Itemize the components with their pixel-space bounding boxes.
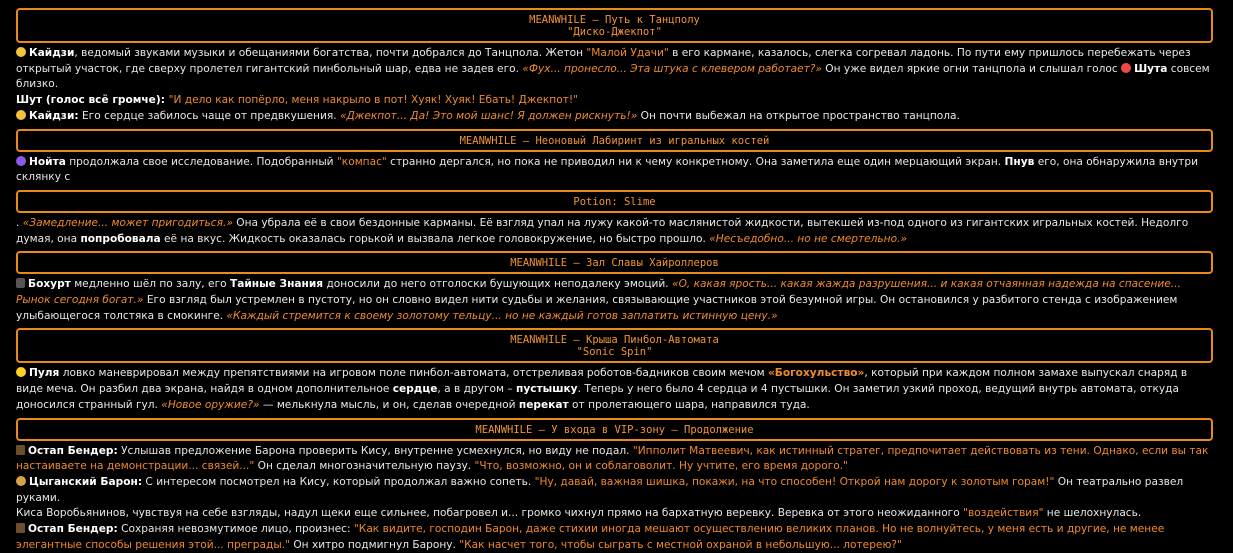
worried-face-icon <box>16 110 26 120</box>
scene-header: MEANWHILE – У входа в VIP-зону – Продолжение <box>16 418 1213 441</box>
top-hat-icon <box>16 523 25 533</box>
purple-circle-icon <box>16 156 26 166</box>
message: Остап Бендер: Сохраняя невозмутимое лицо, произнес: "Как видите, господин Барон, даже стихии иногда мешают осуществлению великих планов. Но не волнуйтесь, у меня есть и другие, не менее элегантные способы решения этой... преграды." Он хитро подмигнул Барону. "Как насчет того, чтобы сыграть с местной охраной в небольшую... лотерею?" <box>16 523 1165 551</box>
scene-header: MEANWHILE – Неоновый Лабиринт из игральных костей <box>16 129 1213 152</box>
message: Цыганский Барон: С интересом посмотрел на Кису, который продолжал важно сопеть. "Ну, давай, важная шишка, покажи, на что способен! Открой нам дорогу к золотым горам!" Он театрально развел руками. <box>16 475 1184 504</box>
coffin-icon <box>16 278 25 288</box>
message: Остап Бендер: Услышав предложение Барона проверить Кису, внутренне усмехнулся, но виду не подал. "Ипполит Матвеевич, как истинный стратег, предпочитает действовать из тени. Однако, если вы так настаиваете на демонстрации... связей..." Он сделал многозначительную паузу. "Что, возможно, он и соблаговолит. Ну учтите, его время дорого." <box>16 444 1209 473</box>
scene-header: MEANWHILE – Путь к Танцполу "Диско-Джекпот" <box>16 8 1213 43</box>
yellow-circle-icon <box>16 367 26 377</box>
message: Пуля ловко маневрировал между препятствиями на игровом поле пинбол-автомата, отстреливая роботов-бадников своим мечом «Богохульство», который при каждом полном замахе выпускал снаряд в виде меча. Он разбил два экрана, найдя в одном дополнительное сердце, а в другом – пустышку. Теперь у него было 4 сердца и 4 пустышки. Он заметил узкий проход, ведущий внутрь автомата, откуда доносился странный гул. «Новое оружие?» — мелькнула мысль, и он, сделав очередной перекат от пролетающего шара, направился туда. <box>16 367 1188 411</box>
message: Кайдзи: Его сердце забилось чаще от предвкушения. «Джекпот... Да! Это мой шанс! Я должен рискнуть!» Он почти выбежал на открытое пространство танцпола. <box>16 109 1217 125</box>
message: Бохурт медленно шёл по залу, его Тайные Знания доносили до него отголоски бушующих неподалеку эмоций. «О, какая ярость... какая жажда разрушения... и какая отчаянная надежда на спасение... Рынок сегодня богат.» Его взгляд был устремлен в пустоту, но он словно видел нити судьбы и желания, связывающие участников этой безумной игры. Он остановился у разбитого стенда с изображением улыбающегося толстяка в смокинге. «Каждый стремится к своему золотому тельцу... но не каждый готов заплатить истинную цену.» <box>16 278 1181 322</box>
worried-face-icon <box>16 47 26 57</box>
scene-header: MEANWHILE – Зал Славы Хайроллеров <box>16 251 1213 274</box>
message: Нойта продолжала свое исследование. Подобранный "компас" странно дергался, но пока не приводил ни к чему конкретному. Она заметила еще один мерцающий экран. Пнув его, она обнаружила внутри склянку с <box>16 155 1198 184</box>
potion-header: Potion: Slime <box>16 190 1213 213</box>
dizzy-face-icon <box>16 476 26 486</box>
top-hat-icon <box>16 445 25 455</box>
clown-face-icon <box>1121 63 1131 73</box>
message: Шут (голос всё громче): "И дело как попёрло, меня накрыло в пот! Хуяк! Хуяк! Ебать! Джекпот!" <box>16 94 578 107</box>
message: . «Замедление... может пригодиться.» Она убрала её в свои бездонные карманы. Её взгляд упал на лужу какой-то маслянистой жидкости, вытекшей из-под одного из гигантских игральных костей. Недолго думая, она попробовала её на вкус. Жидкость оказалась горькой и вызвала легкое головокружение, но быстро прошло. «Несъедобно... но не смертельно.» <box>16 216 1189 245</box>
message: Киса Воробьянинов, чувствуя на себе взгляды, надул щеки еще сильнее, побагровел и... громко чихнул прямо на бархатную веревку. Веревка от этого неожиданного "воздействия" не шелохнулась. <box>16 507 1142 520</box>
scene-header: MEANWHILE – Крыша Пинбол-Автомата "Sonic Spin" <box>16 328 1213 363</box>
message: Кайдзи, ведомый звуками музыки и обещаниями богатства, почти добрался до Танцпола. Жетон "Малой Удачи" в его кармане, казалось, слегка согревал ладонь. По пути ему пришлось перебежать через открытый участок, где сверху пролетел гигантский пинбольный шар, едва не задев его. «Фух... пронесло... Эта штука с клевером работает?» Он уже видел яркие огни танцпола и слышал голос Шута совсем близко. <box>16 47 1210 91</box>
